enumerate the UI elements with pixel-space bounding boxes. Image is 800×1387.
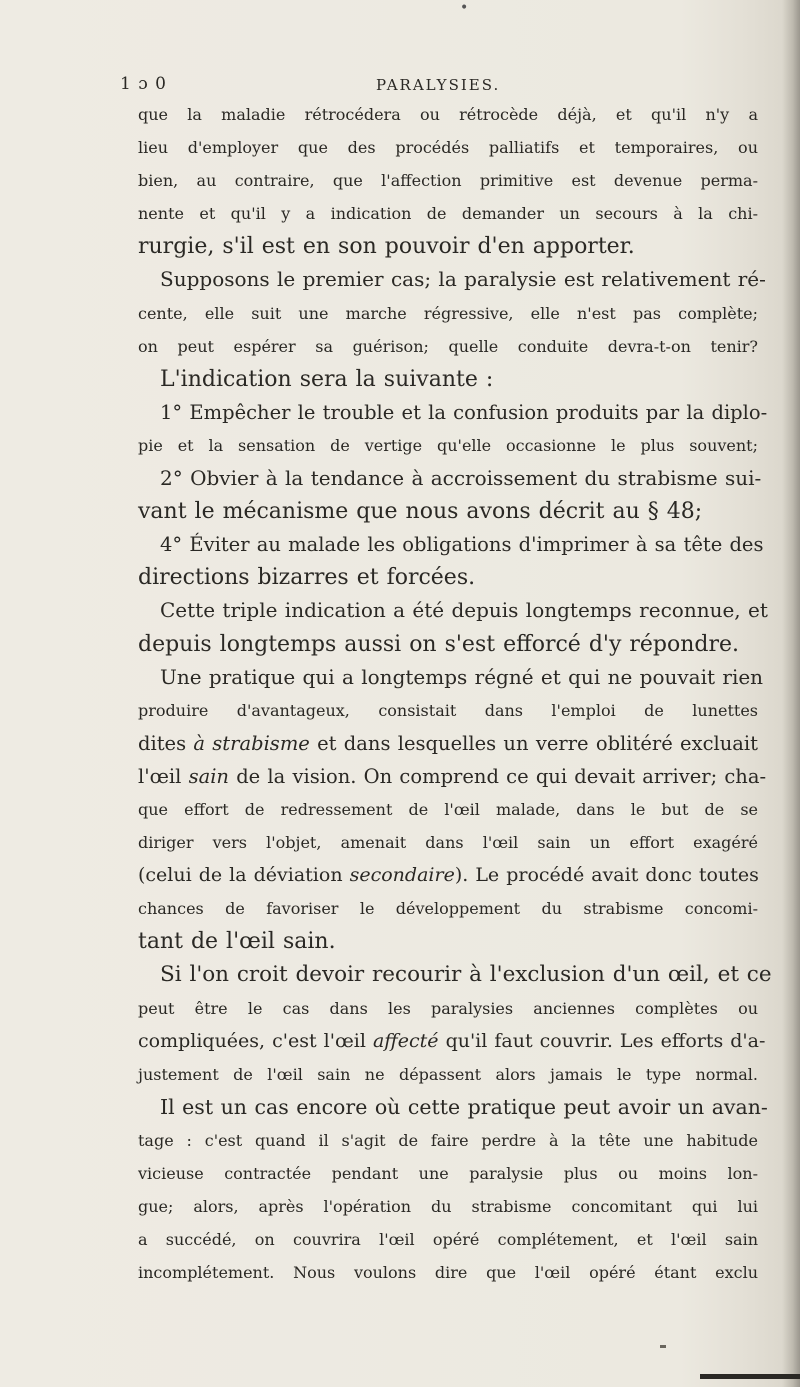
text-line xyxy=(138,793,758,826)
line-text: gue; alors, après l'opération du strabisme concomitant qui lui xyxy=(138,1197,758,1217)
page-number: 1 ɔ 0 xyxy=(120,74,167,94)
italic-term: affecté xyxy=(372,1029,439,1052)
line-text: l'œil xyxy=(138,764,182,788)
line-text: justement de l'œil sain ne dépassent alors jamais le type normal. xyxy=(138,1064,758,1084)
text-line xyxy=(138,561,758,594)
text-line xyxy=(138,330,758,363)
text-line xyxy=(138,892,758,925)
text-line xyxy=(138,263,766,296)
text-line xyxy=(138,1124,758,1157)
line-text: incomplétement. Nous voulons dire que l'œil opéré étant exclu xyxy=(138,1263,758,1283)
line-text: produire d'avantageux, consistait dans l'emploi de lunettes xyxy=(138,700,758,720)
italic-term: secondaire xyxy=(349,864,455,887)
line-text: 4° Éviter au malade les obligations d'imprimer à sa tête des xyxy=(160,533,764,557)
line-text: dites xyxy=(138,731,187,755)
text-line xyxy=(138,992,758,1025)
text-line xyxy=(138,661,764,694)
page-edge-shadow xyxy=(782,0,800,1387)
line-text: 1° Empêcher le trouble et la confusion produits par la diplo- xyxy=(160,400,768,424)
text-line xyxy=(138,1190,758,1223)
text-line xyxy=(138,297,758,330)
line-text: rurgie, s'il est en son pouvoir d'en apporter. xyxy=(138,234,635,260)
line-text: on peut espérer sa guérison; quelle conduite devra-t-on tenir? xyxy=(138,336,758,356)
text-line xyxy=(138,462,762,495)
line-text: Cette triple indication a été depuis longtemps reconnue, et xyxy=(160,598,768,623)
text-line xyxy=(138,363,758,396)
line-text: de la vision. On comprend ce qui devait arriver; cha- xyxy=(236,764,767,788)
line-text: Il est un cas encore où cette pratique peut avoir un avan- xyxy=(160,1094,768,1119)
text-line xyxy=(138,925,758,958)
text-line xyxy=(138,594,768,627)
text-line xyxy=(138,230,758,263)
line-text: tant de l'œil sain. xyxy=(138,929,336,955)
italic-term: sain xyxy=(188,764,229,788)
page-mark: • xyxy=(460,0,469,16)
text-line xyxy=(138,1058,758,1091)
line-text: pie et la sensation de vertige qu'elle occasionne le plus souvent; xyxy=(138,435,758,455)
line-text: L'indication sera la suivante : xyxy=(160,366,494,392)
line-text: lieu d'employer que des procédés palliatifs et temporaires, ou xyxy=(138,138,758,158)
line-text: vant le mécanisme que nous avons décrit au § 48; xyxy=(138,499,703,525)
italic-term: à strabisme xyxy=(193,731,310,755)
line-text: Supposons le premier cas; la paralysie est relativement ré- xyxy=(160,267,766,292)
line-text: a succédé, on couvrira l'œil opéré complétement, et l'œil sain xyxy=(138,1230,758,1250)
line-text: diriger vers l'objet, amenait dans l'œil sain un effort exagéré xyxy=(138,833,758,853)
body-text xyxy=(138,98,772,1289)
text-line xyxy=(138,164,758,197)
line-text: compliquées, c'est l'œil xyxy=(138,1029,366,1052)
text-line xyxy=(138,495,758,528)
text-line xyxy=(138,628,758,661)
text-line xyxy=(138,429,758,462)
line-text: nente et qu'il y a indication de demander un secours à la chi- xyxy=(138,204,758,224)
line-text: vicieuse contractée pendant une paralysie plus ou moins lon- xyxy=(138,1164,758,1183)
line-text: bien, au contraire, que l'affection primitive est devenue perma- xyxy=(138,171,758,191)
text-line xyxy=(138,98,758,131)
line-text: peut être le cas dans les paralysies anciennes complètes ou xyxy=(138,998,758,1018)
line-text: Si l'on croit devoir recourir à l'exclusion d'un œil, et ce xyxy=(160,962,772,988)
text-line xyxy=(138,958,772,991)
line-text: chances de favoriser le développement du strabisme concomi- xyxy=(138,899,758,919)
line-text: (celui de la déviation xyxy=(138,864,343,887)
line-text: directions bizarres et forcées. xyxy=(138,565,476,591)
line-text: tage : c'est quand il s'agit de faire perdre à la tête une habitude xyxy=(138,1130,758,1150)
text-line xyxy=(138,528,764,561)
line-text: que la maladie rétrocédera ou rétrocède déjà, et qu'il n'y a xyxy=(138,105,758,124)
running-head: PARALYSIES. xyxy=(376,76,501,94)
line-text: cente, elle suit une marche régressive, elle n'est pas complète; xyxy=(138,303,758,323)
line-text: 2° Obvier à la tendance à accroissement du strabisme sui- xyxy=(160,466,762,491)
text-line xyxy=(138,1256,758,1289)
text-line xyxy=(138,760,767,793)
text-line xyxy=(138,859,758,892)
text-line xyxy=(138,694,758,727)
text-line xyxy=(138,1157,758,1190)
text-line xyxy=(138,1223,758,1256)
line-text: que effort de redressement de l'œil malade, dans le but de se xyxy=(138,799,758,819)
line-text: ). Le procédé avait donc toutes xyxy=(454,864,759,887)
line-text: depuis longtemps aussi on s'est efforcé d'y répondre. xyxy=(138,631,740,657)
text-line xyxy=(138,727,758,760)
text-line xyxy=(138,826,758,859)
print-speck xyxy=(660,1345,666,1348)
text-line xyxy=(138,396,768,429)
text-line xyxy=(138,1091,768,1124)
scan-edge-bar xyxy=(700,1374,800,1379)
line-text: Une pratique qui a longtemps régné et qui ne pouvait rien xyxy=(160,664,764,689)
text-line xyxy=(138,1025,766,1058)
line-text: qu'il faut couvrir. Les efforts d'a- xyxy=(445,1029,766,1052)
line-text: et dans lesquelles un verre oblitéré excluait xyxy=(317,731,759,755)
text-line xyxy=(138,197,758,230)
text-line xyxy=(138,131,758,164)
